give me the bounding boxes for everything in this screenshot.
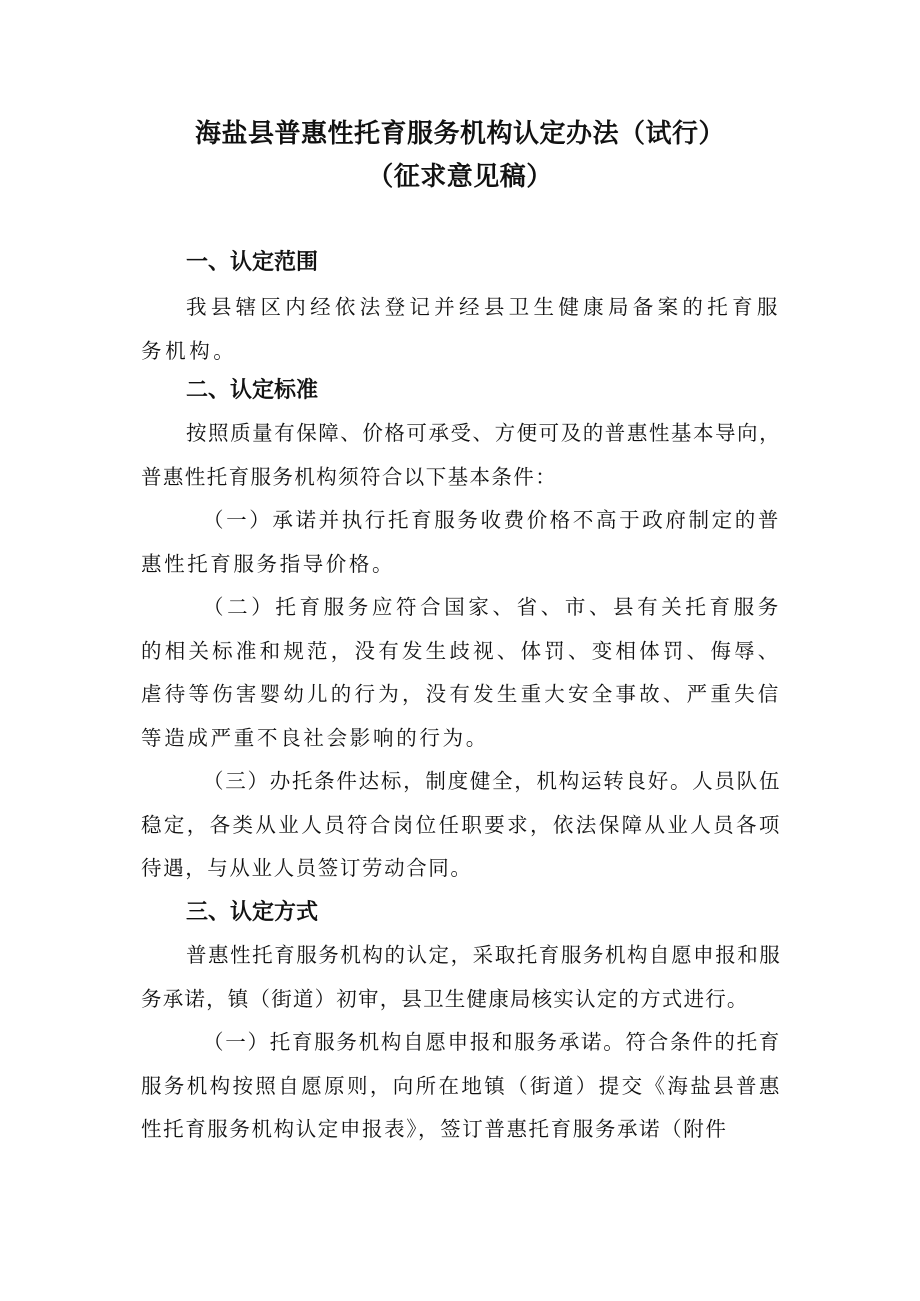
paragraph-standards-intro: 按照质量有保障、价格可承受、方便可及的普惠性基本导向，普惠性托育服务机构须符合以下基本条件：: [141, 421, 781, 489]
section-heading-method: 三、认定方式: [186, 900, 319, 925]
paragraph-method-intro: 普惠性托育服务机构的认定，采取托育服务机构自愿申报和服务承诺，镇（街道）初审，县卫生健康局核实认定的方式进行。: [141, 943, 781, 1011]
section-heading-standards: 二、认定标准: [186, 378, 319, 403]
document-title: 海盐县普惠性托育服务机构认定办法（试行）: [194, 119, 725, 149]
paragraph-standard-3: （三）办托条件达标，制度健全，机构运转良好。人员队伍稳定，各类从业人员符合岗位任职要求，依法保障从业人员各项待遇，与从业人员签订劳动合同。: [141, 769, 781, 880]
document-subtitle: （征求意见稿）: [367, 162, 553, 192]
section-heading-scope: 一、认定范围: [186, 250, 319, 275]
paragraph-method-1: （一）托育服务机构自愿申报和服务承诺。符合条件的托育服务机构按照自愿原则，向所在地镇（街道）提交《海盐县普惠性托育服务机构认定申报表》，签订普惠托育服务承诺（附件: [141, 1030, 781, 1141]
paragraph-standard-2: （二）托育服务应符合国家、省、市、县有关托育服务的相关标准和规范，没有发生歧视、体罚、变相体罚、侮辱、虐待等伤害婴幼儿的行为，没有发生重大安全事故、严重失信等造成严重不良社会影响的行为。: [141, 595, 781, 750]
paragraph-standard-1: （一）承诺并执行托育服务收费价格不高于政府制定的普惠性托育服务指导价格。: [141, 508, 781, 576]
paragraph-scope: 我县辖区内经依法登记并经县卫生健康局备案的托育服务机构。: [141, 295, 781, 363]
